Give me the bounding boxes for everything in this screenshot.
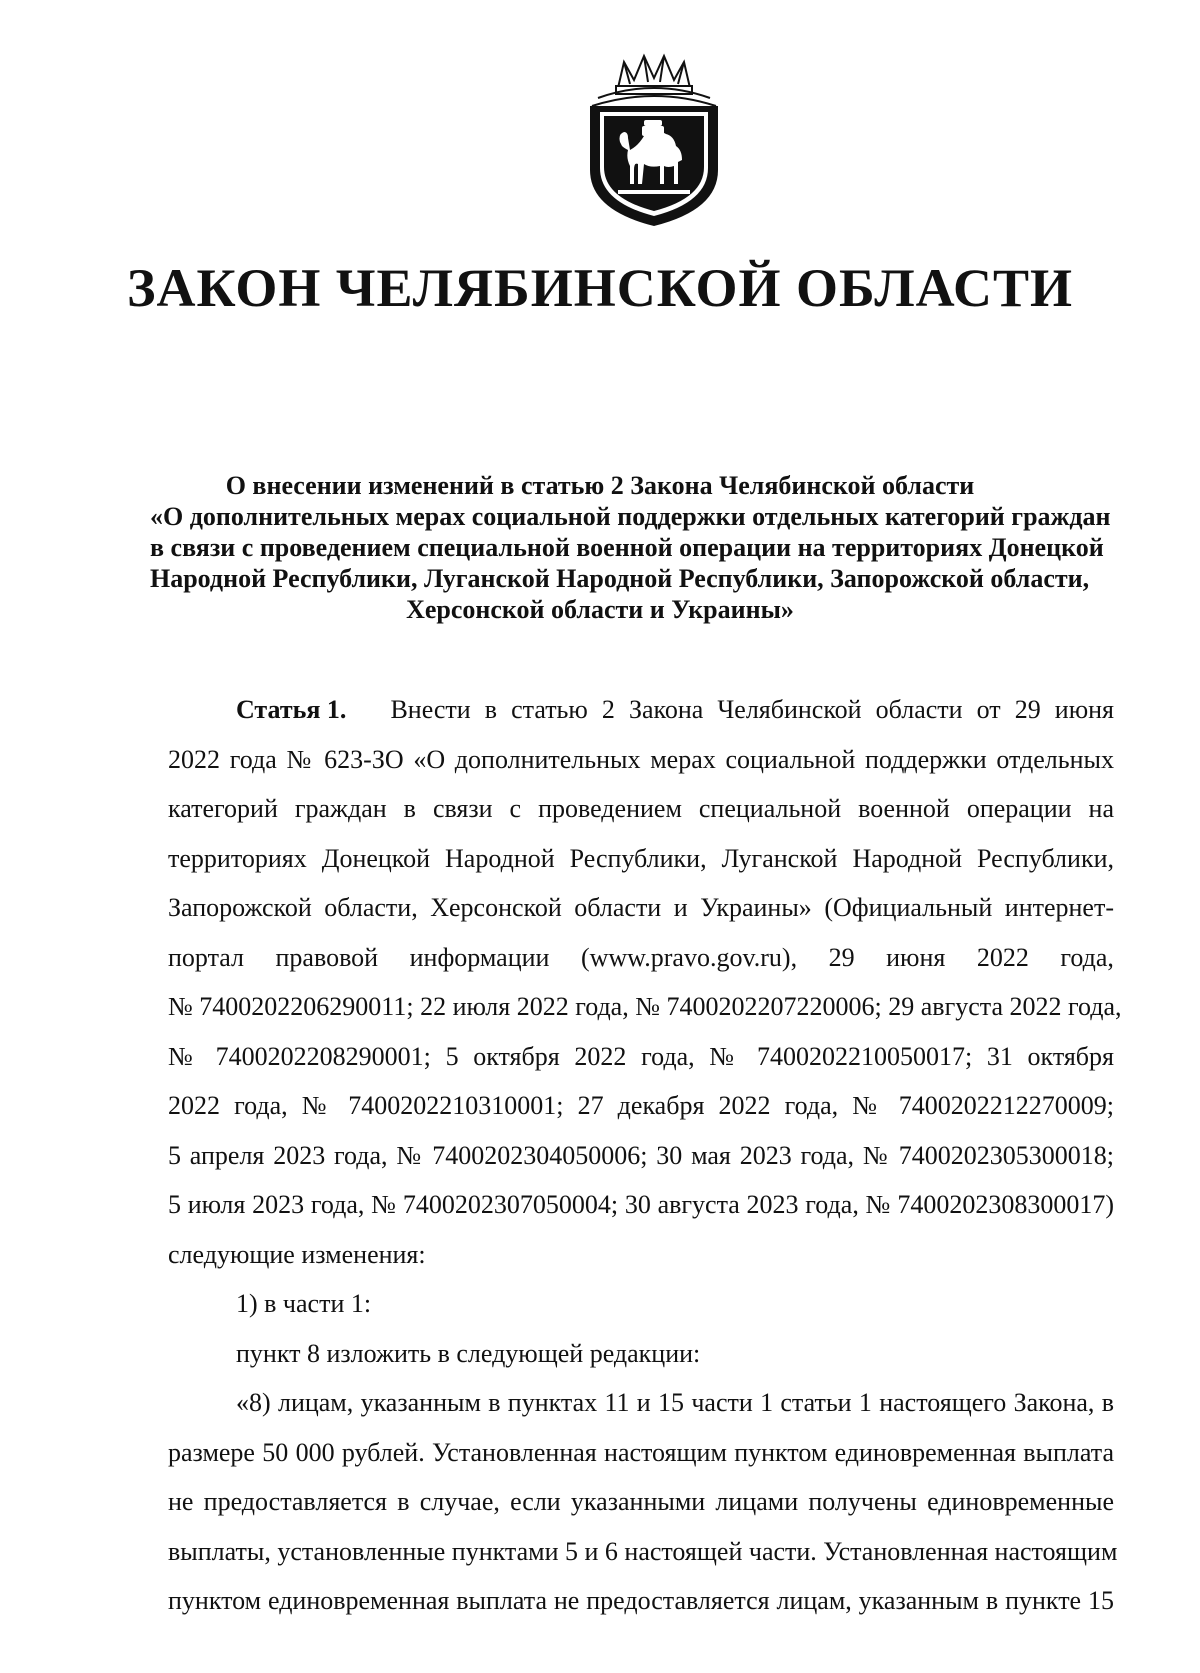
body-line: 5 июля 2023 года, № 7400202307050004; 30 августа 2023 года, № 7400202308300017): [168, 1190, 1114, 1219]
para-line: не предоставляется в случае, если указанными лицами получены единовременные: [168, 1487, 1114, 1516]
document-subtitle: [150, 470, 1111, 625]
body-line: категорий граждан в связи с проведением специальной военной операции на: [168, 794, 1114, 823]
subtitle-line: «О дополнительных мерах социальной поддержки отдельных категорий граждан: [150, 502, 1111, 531]
article-heading-line: [168, 685, 1114, 735]
word: информации: [409, 942, 550, 972]
body-line: № 7400202206290011; 22 июля 2022 года, № 7400202207220006; 29 августа 2022 года,: [168, 992, 1122, 1021]
body-line: 2022 года, № 7400202210310001; 27 декабря 2022 года, № 7400202212270009;: [168, 1091, 1114, 1120]
document-title: ЗАКОН ЧЕЛЯБИНСКОЙ ОБЛАСТИ: [127, 258, 1073, 318]
body-line-portal: [168, 933, 1114, 983]
subtitle-line: в связи с проведением специальной военной операции на территориях Донецкой: [150, 533, 1104, 562]
body-line: следующие изменения:: [168, 1239, 426, 1269]
subtitle-line: О внесении изменений в статью 2 Закона Челябинской области: [225, 471, 975, 500]
word: июня: [886, 942, 946, 972]
para-line: пунктом единовременная выплата не предоставляется лицам, указанным в пункте 15: [168, 1586, 1114, 1615]
coat-of-arms-icon: [578, 50, 730, 230]
word: 2022: [976, 942, 1029, 972]
body-line: Запорожской области, Херсонской области и Украины» (Официальный интернет-: [168, 893, 1114, 922]
para-line: «8) лицам, указанным в пунктах 11 и 15 части 1 статьи 1 настоящего Закона, в: [236, 1388, 1114, 1417]
list-item: 1) в части 1:: [236, 1289, 372, 1318]
body-line: № 7400202208290001; 5 октября 2022 года, № 7400202210050017; 31 октября: [168, 1041, 1114, 1071]
body-line: 2022 года № 623-ЗО «О дополнительных мерах социальной поддержки отдельных: [168, 744, 1114, 774]
word: (www.pravo.gov.ru),: [580, 942, 798, 972]
word: портал: [168, 942, 244, 972]
word: года,: [1060, 942, 1114, 972]
body-line: Внести в статью 2 Закона Челябинской области от 29 июня: [390, 695, 1114, 724]
subtitle-line: Херсонской области и Украины»: [406, 595, 794, 624]
article-label: Статья 1.: [236, 695, 347, 724]
subtitle-line: Народной Республики, Луганской Народной Республики, Запорожской области,: [150, 564, 1090, 593]
para-line: выплаты, установленные пунктами 5 и 6 настоящей части. Установленная настоящим: [168, 1536, 1118, 1566]
word: правовой: [275, 942, 379, 972]
body-line: территориях Донецкой Народной Республики, Луганской Народной Республики,: [168, 843, 1114, 873]
list-item-text: пункт 8 изложить в следующей редакции:: [236, 1338, 701, 1368]
body-line: 5 апреля 2023 года, № 7400202304050006; 30 мая 2023 года, № 7400202305300018;: [168, 1140, 1114, 1170]
word: 29: [828, 942, 855, 972]
para-line: размере 50 000 рублей. Установленная настоящим пунктом единовременная выплата: [168, 1437, 1114, 1467]
article-body: [168, 685, 1122, 1626]
